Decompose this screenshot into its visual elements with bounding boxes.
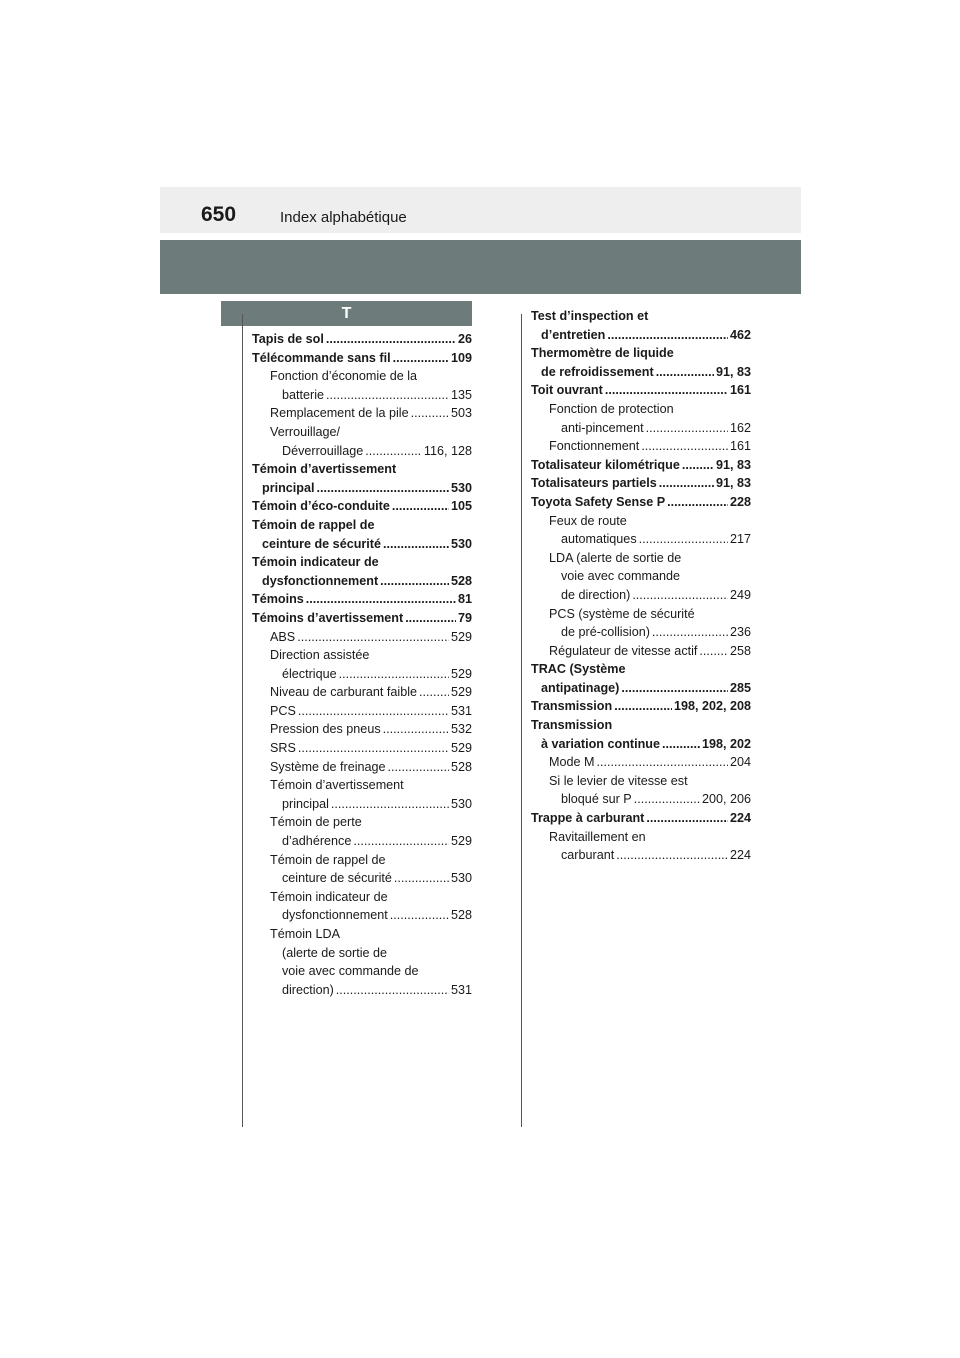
header-band <box>160 187 801 233</box>
index-entry-line: Si le levier de vitesse est <box>549 773 688 788</box>
dot-leader <box>298 702 449 721</box>
entry-page-ref: 91, 83 <box>715 457 751 472</box>
entry-page-ref: 236 <box>729 625 751 640</box>
entry-page-ref: 198, 202, 208 <box>673 699 751 714</box>
index-entry-line: PCS (système de sécurité <box>549 606 695 621</box>
entry-text: Télécommande sans fil <box>252 350 391 365</box>
index-entry <box>531 809 751 828</box>
entry-page-ref: 249 <box>729 587 751 602</box>
entry-page-ref: 531 <box>450 982 472 997</box>
entry-page-ref: 530 <box>450 796 472 811</box>
index-entry <box>531 493 751 512</box>
index-entry <box>252 739 472 758</box>
entry-page-ref: 116, 128 <box>423 443 472 458</box>
index-entry <box>252 906 472 925</box>
dot-leader <box>616 846 728 865</box>
dot-leader <box>662 735 700 754</box>
entry-page-ref: 161 <box>729 439 751 454</box>
index-entry-line: Témoin indicateur de <box>252 555 379 570</box>
entry-page-ref: 530 <box>450 871 472 886</box>
entry-page-ref: 528 <box>450 759 472 774</box>
entry-page-ref: 531 <box>450 703 472 718</box>
entry-text: Pression des pneus <box>270 722 381 737</box>
entry-page-ref: 228 <box>729 494 751 509</box>
dot-leader <box>392 497 449 516</box>
index-entry-line: Témoin d’avertissement <box>252 462 397 477</box>
entry-page-ref: 79 <box>457 610 472 625</box>
entry-text: batterie <box>282 387 325 402</box>
entry-text: électrique <box>282 666 337 681</box>
entry-text: dysfonctionnement <box>282 908 388 923</box>
entry-text: direction) <box>282 982 334 997</box>
index-entry <box>252 479 472 498</box>
entry-page-ref: 529 <box>450 629 472 644</box>
dot-leader <box>667 493 728 512</box>
dot-leader <box>339 665 449 684</box>
index-entry <box>252 349 472 368</box>
index-entry-line: Témoin indicateur de <box>270 889 388 904</box>
dot-leader <box>411 404 449 423</box>
entry-text: bloqué sur P <box>561 792 632 807</box>
entry-text: Totalisateurs partiels <box>531 476 657 491</box>
index-entry-line: Témoin de rappel de <box>252 517 375 532</box>
index-entry <box>531 381 751 400</box>
dot-leader <box>659 474 714 493</box>
index-entry <box>531 697 751 716</box>
entry-text: dysfonctionnement <box>262 573 379 588</box>
entry-text: Transmission <box>531 699 613 714</box>
dot-leader <box>298 739 449 758</box>
entry-page-ref: 503 <box>450 406 472 421</box>
entry-text: Système de freinage <box>270 759 386 774</box>
index-entry <box>531 530 751 549</box>
index-entry <box>252 590 472 609</box>
entry-text: carburant <box>561 848 615 863</box>
entry-text: Témoins d’avertissement <box>252 610 404 625</box>
dot-leader <box>597 753 728 772</box>
dot-leader <box>614 697 672 716</box>
index-entry-line: Transmission <box>531 718 613 733</box>
dot-leader <box>405 609 456 628</box>
index-column-right <box>531 307 751 865</box>
dot-leader <box>390 906 449 925</box>
index-column-left <box>252 330 472 999</box>
index-entry-line: voie avec commande <box>561 569 681 584</box>
dot-leader <box>621 679 728 698</box>
entry-page-ref: 135 <box>450 387 472 402</box>
page-title: Index alphabétique <box>280 209 407 226</box>
entry-page-ref: 529 <box>450 834 472 849</box>
dot-leader <box>394 869 449 888</box>
dot-leader <box>632 586 728 605</box>
entry-page-ref: 81 <box>457 592 472 607</box>
index-entry-line: Fonction d’économie de la <box>270 369 418 384</box>
section-banner <box>160 240 801 294</box>
entry-text: ceinture de sécurité <box>282 871 392 886</box>
right-column-rule <box>521 314 522 1127</box>
index-entry-line: Direction assistée <box>270 648 370 663</box>
entry-text: ABS <box>270 629 296 644</box>
index-entry <box>252 442 472 461</box>
dot-leader <box>380 572 449 591</box>
entry-page-ref: 91, 83 <box>715 364 751 379</box>
entry-page-ref: 109 <box>450 350 472 365</box>
entry-page-ref: 26 <box>457 332 472 346</box>
dot-leader <box>326 386 449 405</box>
index-entry <box>252 628 472 647</box>
left-column-rule <box>242 314 243 1127</box>
index-entry-line: Test d’inspection et <box>531 309 649 323</box>
index-entry-line: (alerte de sortie de <box>282 945 388 960</box>
dot-leader <box>607 326 728 345</box>
index-entry <box>531 790 751 809</box>
index-entry <box>531 456 751 475</box>
entry-text: de direction) <box>561 587 631 602</box>
entry-page-ref: 217 <box>729 532 751 547</box>
entry-page-ref: 200, 206 <box>701 792 751 807</box>
index-entry-line: Ravitaillement en <box>549 829 646 844</box>
entry-text: ceinture de sécurité <box>262 536 381 551</box>
index-entry <box>252 869 472 888</box>
index-entry-line: Témoin LDA <box>270 927 340 941</box>
dot-leader <box>605 381 728 400</box>
dot-leader <box>656 363 714 382</box>
entry-page-ref: 462 <box>729 327 751 342</box>
entry-text: Régulateur de vitesse actif <box>549 643 698 658</box>
index-entry-line: Thermomètre de liquide <box>531 346 674 361</box>
entry-text: principal <box>262 480 315 495</box>
entry-page-ref: 198, 202 <box>701 736 751 751</box>
entry-page-ref: 285 <box>729 680 751 695</box>
dot-leader <box>383 720 449 739</box>
index-entry-line: Fonction de protection <box>549 401 674 416</box>
dot-leader <box>306 590 456 609</box>
entry-text: de pré-collision) <box>561 625 650 640</box>
entry-text: à variation continue <box>541 736 660 751</box>
entry-text: d’adhérence <box>282 834 352 849</box>
index-entry-line: voie avec commande de <box>282 964 419 979</box>
dot-leader <box>419 683 449 702</box>
index-entry <box>531 474 751 493</box>
dot-leader <box>383 535 449 554</box>
entry-page-ref: 529 <box>450 685 472 700</box>
dot-leader <box>646 809 728 828</box>
entry-page-ref: 162 <box>729 420 751 435</box>
index-entry <box>531 753 751 772</box>
dot-leader <box>682 456 714 475</box>
index-entry <box>252 665 472 684</box>
entry-text: PCS <box>270 703 296 718</box>
index-entry <box>531 437 751 456</box>
entry-text: Totalisateur kilométrique <box>531 457 680 472</box>
dot-leader <box>646 419 728 438</box>
entry-page-ref: 161 <box>729 383 751 398</box>
entry-text: d’entretien <box>541 327 606 342</box>
entry-text: Remplacement de la pile <box>270 406 409 421</box>
index-entry <box>531 642 751 661</box>
entry-text: Niveau de carburant faible <box>270 685 418 700</box>
entry-text: Déverrouillage <box>282 443 364 458</box>
entry-text: anti-pincement <box>561 420 644 435</box>
dot-leader <box>336 981 449 1000</box>
index-entry <box>252 720 472 739</box>
index-entry <box>252 386 472 405</box>
entry-page-ref: 528 <box>450 573 472 588</box>
index-entry <box>531 735 751 754</box>
index-entry <box>531 679 751 698</box>
dot-leader <box>388 758 449 777</box>
dot-leader <box>652 623 728 642</box>
entry-page-ref: 528 <box>450 908 472 923</box>
dot-leader <box>326 330 456 349</box>
entry-text: Témoins <box>252 592 304 607</box>
entry-page-ref: 91, 83 <box>715 476 751 491</box>
index-entry <box>531 326 751 345</box>
entry-text: automatiques <box>561 532 637 547</box>
entry-text: SRS <box>270 741 296 756</box>
index-entry-line: LDA (alerte de sortie de <box>549 550 682 565</box>
dot-leader <box>641 437 728 456</box>
dot-leader <box>331 795 449 814</box>
entry-page-ref: 105 <box>450 499 472 514</box>
entry-text: Mode M <box>549 755 595 770</box>
index-entry <box>252 404 472 423</box>
dot-leader <box>639 530 728 549</box>
index-entry <box>531 419 751 438</box>
entry-text: Toyota Safety Sense P <box>531 494 666 509</box>
entry-page-ref: 224 <box>729 848 751 863</box>
entry-page-ref: 224 <box>729 811 751 826</box>
index-entry <box>252 497 472 516</box>
entry-text: principal <box>282 796 329 811</box>
index-entry-line: Témoin de perte <box>270 815 362 830</box>
index-entry-line: Verrouillage/ <box>270 424 341 439</box>
index-entry <box>252 702 472 721</box>
entry-page-ref: 529 <box>450 666 472 681</box>
entry-text: antipatinage) <box>541 680 620 695</box>
index-entry <box>531 586 751 605</box>
dot-leader <box>297 628 449 647</box>
index-entry-line: Témoin d’avertissement <box>270 778 404 793</box>
entry-text: de refroidissement <box>541 364 654 379</box>
index-entry <box>252 832 472 851</box>
page-number: 650 <box>201 203 237 226</box>
index-entry <box>252 609 472 628</box>
index-entry-line: Feux de route <box>549 513 627 528</box>
entry-text: Trappe à carburant <box>531 811 645 826</box>
index-entry <box>252 535 472 554</box>
index-entry <box>531 623 751 642</box>
entry-text: Tapis de sol <box>252 332 324 346</box>
entry-text: Toit ouvrant <box>531 383 603 398</box>
dot-leader <box>634 790 700 809</box>
index-entry <box>252 572 472 591</box>
index-entry <box>531 846 751 865</box>
entry-page-ref: 529 <box>450 741 472 756</box>
index-entry <box>531 363 751 382</box>
index-entry-line: Témoin de rappel de <box>270 852 386 867</box>
index-entry <box>252 330 472 349</box>
entry-text: Fonctionnement <box>549 439 640 454</box>
entry-page-ref: 530 <box>450 536 472 551</box>
dot-leader <box>699 642 728 661</box>
entry-page-ref: 204 <box>729 755 751 770</box>
index-entry <box>252 981 472 1000</box>
index-entry <box>252 683 472 702</box>
dot-leader <box>393 349 449 368</box>
index-entry <box>252 758 472 777</box>
entry-page-ref: 532 <box>450 722 472 737</box>
entry-text: Témoin d’éco-conduite <box>252 499 390 514</box>
entry-page-ref: 530 <box>450 480 472 495</box>
index-entry-line: TRAC (Système <box>531 662 626 677</box>
dot-leader <box>353 832 449 851</box>
entry-page-ref: 258 <box>729 643 751 658</box>
section-letter-tab: T <box>221 301 472 326</box>
dot-leader <box>316 479 449 498</box>
index-entry <box>252 795 472 814</box>
dot-leader <box>365 442 422 461</box>
